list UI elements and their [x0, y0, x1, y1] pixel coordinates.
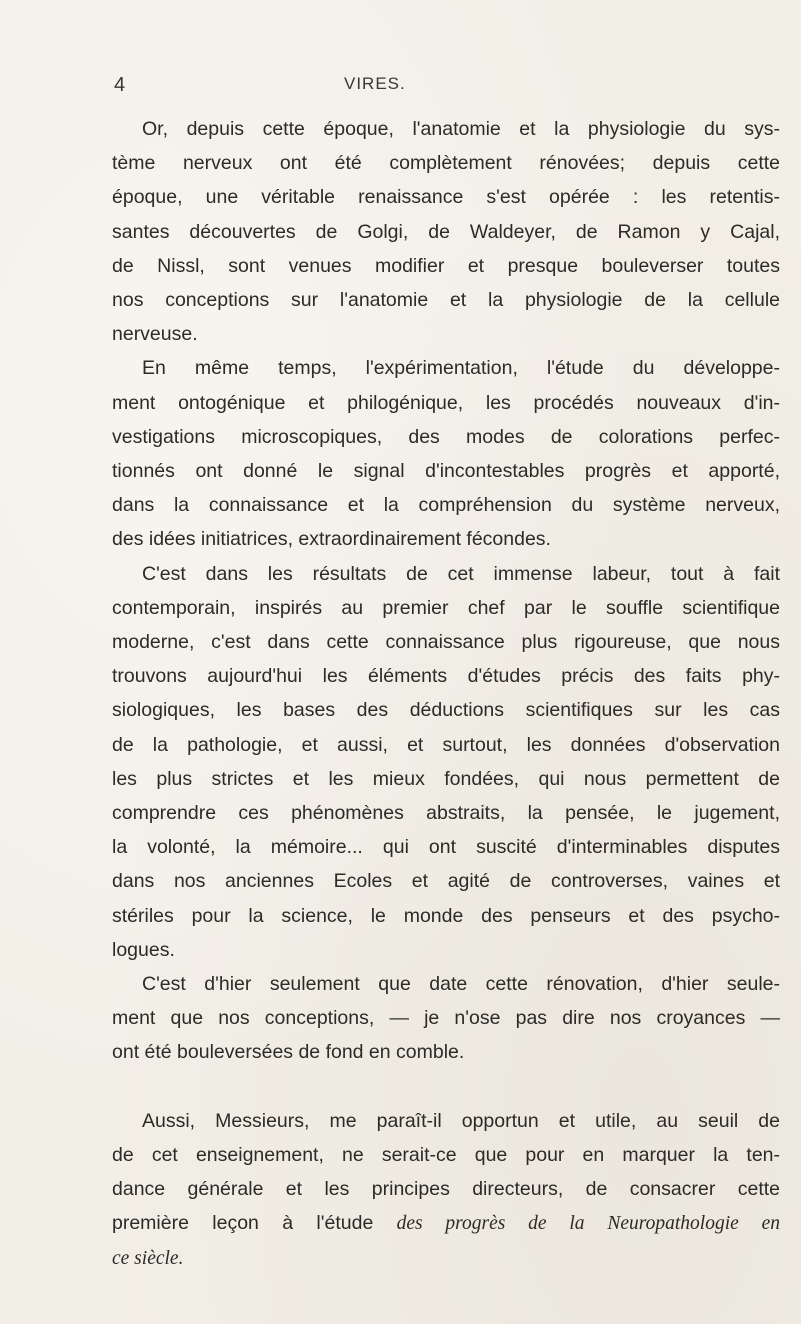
text-line: tème nerveux ont été complètement rénovées; depuis cette	[112, 152, 780, 175]
text-line: contemporain, inspirés au premier chef par le souffle scientifique	[112, 596, 780, 619]
paragraph-2	[112, 351, 780, 556]
text-line: tionnés ont donné le signal d'incontestables progrès et apporté,	[112, 460, 780, 483]
text-line: ce siècle.	[112, 1247, 184, 1269]
paragraph-5	[112, 1104, 780, 1276]
text-line: dans la connaissance et la compréhension du système nerveux,	[112, 494, 780, 517]
text-line: de cet enseignement, ne serait-ce que pour en marquer la ten-	[112, 1143, 780, 1166]
text-line: de la pathologie, et aussi, et surtout, les données d'observation	[112, 733, 780, 756]
text-line: trouvons aujourd'hui les éléments d'études précis des faits phy-	[112, 665, 780, 688]
page-number: 4	[114, 74, 126, 96]
section-gap	[112, 1070, 780, 1104]
text-line-mixed	[112, 1206, 780, 1241]
running-title: VIRES.	[344, 74, 406, 93]
text-line: époque, une véritable renaissance s'est opérée : les retentis-	[112, 186, 780, 209]
text-line: moderne, c'est dans cette connaissance plus rigoureuse, que nous	[112, 631, 780, 654]
text-line: de Nissl, sont venues modifier et presque bouleverser toutes	[112, 254, 780, 277]
text-line: stériles pour la science, le monde des penseurs et des psycho-	[112, 904, 780, 927]
text-span: première leçon à l'étude	[112, 1212, 397, 1235]
italic-title-span: des progrès de la Neuropathologie en	[396, 1213, 780, 1235]
paragraph-4	[112, 967, 780, 1070]
body-text	[112, 112, 780, 1276]
text-line: Or, depuis cette époque, l'anatomie et la physiologie du sys-	[142, 118, 780, 140]
text-line: ment que nos conceptions, — je n'ose pas dire nos croyances —	[112, 1007, 780, 1030]
text-line: dance générale et les principes directeurs, de consacrer cette	[112, 1178, 780, 1201]
paragraph-3	[112, 557, 780, 967]
text-line: C'est dans les résultats de cet immense labeur, tout à fait	[142, 562, 780, 585]
paragraph-1	[112, 112, 780, 351]
text-line: Aussi, Messieurs, me paraît-il opportun et utile, au seuil de	[142, 1109, 780, 1132]
text-line: les plus strictes et les mieux fondées, qui nous permettent de	[112, 767, 780, 790]
text-line: des idées initiatrices, extraordinairement fécondes.	[112, 528, 551, 551]
text-line: ont été bouleversées de fond en comble.	[112, 1041, 465, 1064]
text-line: vestigations microscopiques, des modes de colorations perfec-	[112, 425, 780, 448]
text-line: logues.	[112, 938, 175, 961]
running-head	[0, 74, 801, 104]
text-line: ment ontogénique et philogénique, les procédés nouveaux d'in-	[112, 391, 780, 414]
text-line: santes découvertes de Golgi, de Waldeyer, de Ramon y Cajal,	[112, 220, 780, 243]
text-line: C'est d'hier seulement que date cette rénovation, d'hier seule-	[142, 973, 780, 996]
text-line: En même temps, l'expérimentation, l'étude du développe-	[142, 357, 780, 380]
text-line: siologiques, les bases des déductions scientifiques sur les cas	[112, 699, 780, 722]
text-line: nos conceptions sur l'anatomie et la physiologie de la cellule	[112, 289, 780, 312]
text-line: nerveuse.	[112, 323, 198, 346]
text-line: la volonté, la mémoire... qui ont suscité d'interminables disputes	[112, 836, 780, 859]
text-line: comprendre ces phénomènes abstraits, la pensée, le jugement,	[112, 802, 780, 825]
text-line: dans nos anciennes Ecoles et agité de controverses, vaines et	[112, 870, 780, 893]
